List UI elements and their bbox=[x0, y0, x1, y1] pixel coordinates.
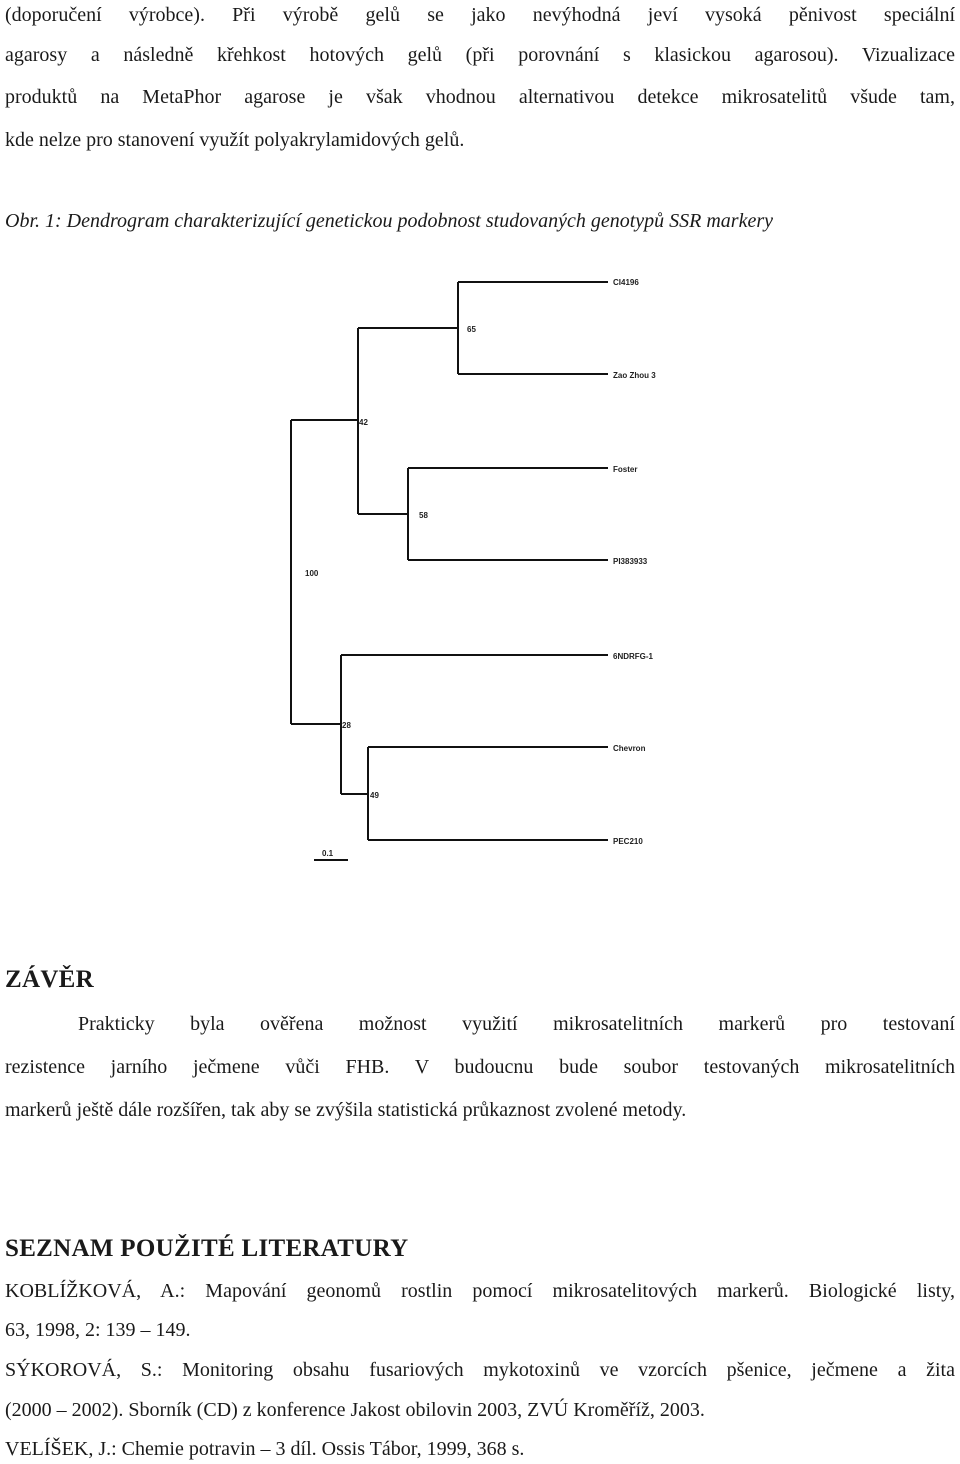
reference-line: SÝKOROVÁ, S.: Monitoring obsahu fusariových mykotoxinů ve vzorcích pšenice, ječmene a žita bbox=[5, 1359, 955, 1381]
branch bbox=[291, 420, 358, 724]
figure-caption: Obr. 1: Dendrogram charakterizující genetickou podobnost studovaných genotypů SSR markery bbox=[5, 210, 773, 232]
leaf-label: Zao Zhou 3 bbox=[613, 371, 656, 380]
reference-line: KOBLÍŽKOVÁ, A.: Mapování geonomů rostlin pomocí mikrosatelitových markerů. Biologické listy, bbox=[5, 1280, 955, 1302]
leaf-label: Chevron bbox=[613, 744, 646, 753]
leaf-label: PI383933 bbox=[613, 557, 648, 566]
body-text-line: rezistence jarního ječmene vůči FHB. V budoucnu bude soubor testovaných mikrosatelitních bbox=[5, 1056, 955, 1078]
body-text-line: agarosy a následně křehkost hotových gelů (při porovnání s klasickou agarosou). Vizualizace bbox=[5, 44, 955, 66]
node-label: 100 bbox=[305, 569, 319, 578]
branch bbox=[408, 468, 608, 560]
body-text-line: produktů na MetaPhor agarose je však vhodnou alternativou detekce mikrosatelitů všude tam, bbox=[5, 86, 955, 108]
node-label: 28 bbox=[342, 721, 351, 730]
dendrogram-figure bbox=[236, 252, 666, 867]
node-label: 65 bbox=[467, 325, 476, 334]
leaf-label: Foster bbox=[613, 465, 638, 474]
reference-line: (2000 – 2002). Sborník (CD) z konference Jakost obilovin 2003, ZVÚ Kroměříž, 2003. bbox=[5, 1399, 705, 1421]
branch bbox=[341, 655, 608, 794]
body-text-line: kde nelze pro stanovení využít polyakrylamidových gelů. bbox=[5, 129, 465, 151]
scale-label: 0.1 bbox=[322, 849, 334, 858]
node-label: 49 bbox=[370, 791, 379, 800]
body-text-line: Prakticky byla ověřena možnost využití mikrosatelitních markerů pro testovaní bbox=[78, 1013, 955, 1035]
node-label: 42 bbox=[359, 418, 368, 427]
body-text-line: markerů ještě dále rozšířen, tak aby se zvýšila statistická průkaznost zvolené metody. bbox=[5, 1099, 687, 1121]
leaf-label: PEC210 bbox=[613, 837, 643, 846]
section-heading-zaver: ZÁVĚR bbox=[5, 966, 95, 993]
branch bbox=[368, 747, 608, 840]
node-label: 58 bbox=[419, 511, 428, 520]
section-heading-literatura: SEZNAM POUŽITÉ LITERATURY bbox=[5, 1235, 409, 1262]
branch bbox=[458, 282, 608, 374]
leaf-label: 6NDRFG-1 bbox=[613, 652, 654, 661]
reference-line: 63, 1998, 2: 139 – 149. bbox=[5, 1319, 191, 1341]
body-text-line: (doporučení výrobce). Při výrobě gelů se jako nevýhodná jeví vysoká pěnivost speciální bbox=[5, 4, 955, 26]
reference-line: VELÍŠEK, J.: Chemie potravin – 3 díl. Ossis Tábor, 1999, 368 s. bbox=[5, 1438, 525, 1460]
leaf-label: CI4196 bbox=[613, 278, 639, 287]
